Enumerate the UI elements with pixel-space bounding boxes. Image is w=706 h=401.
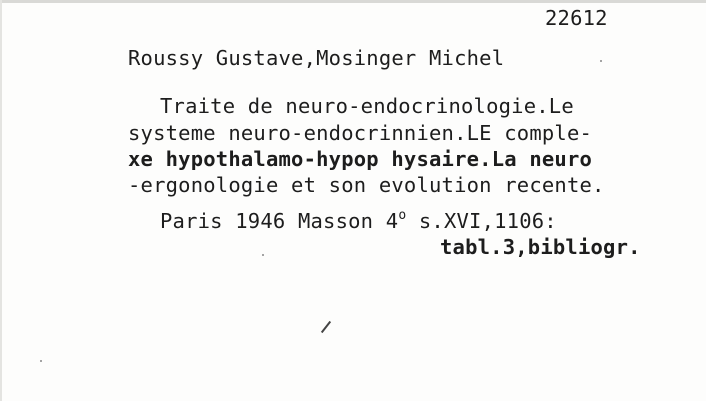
imprint-suffix: s.XVI,1106: [406,209,557,233]
imprint-prefix: Paris 1946 Masson 4 [160,209,399,233]
title-line-2: systeme neuro-endocrinnien.LE comple- [128,121,593,145]
paper-speck [262,254,264,256]
card-left-edge [0,0,2,401]
imprint-line [160,209,557,237]
title-line-4: -ergonologie et son evolution recente. [128,173,605,197]
title-line-1: Traite de neuro-endocrinologie.Le [160,94,574,118]
collation-line: tabl.3,bibliogr. [440,235,641,259]
title-line-3: xe hypothalamo-hypop hysaire.La neuro [128,147,593,171]
imprint-format-superscript: o [398,208,407,223]
card-number: 22612 [545,6,608,30]
paper-speck [40,360,42,362]
paper-speck [600,60,602,62]
card-top-edge [0,0,706,3]
stray-pen-mark [321,321,331,333]
authors-line: Roussy Gustave,Mosinger Michel [128,46,505,70]
